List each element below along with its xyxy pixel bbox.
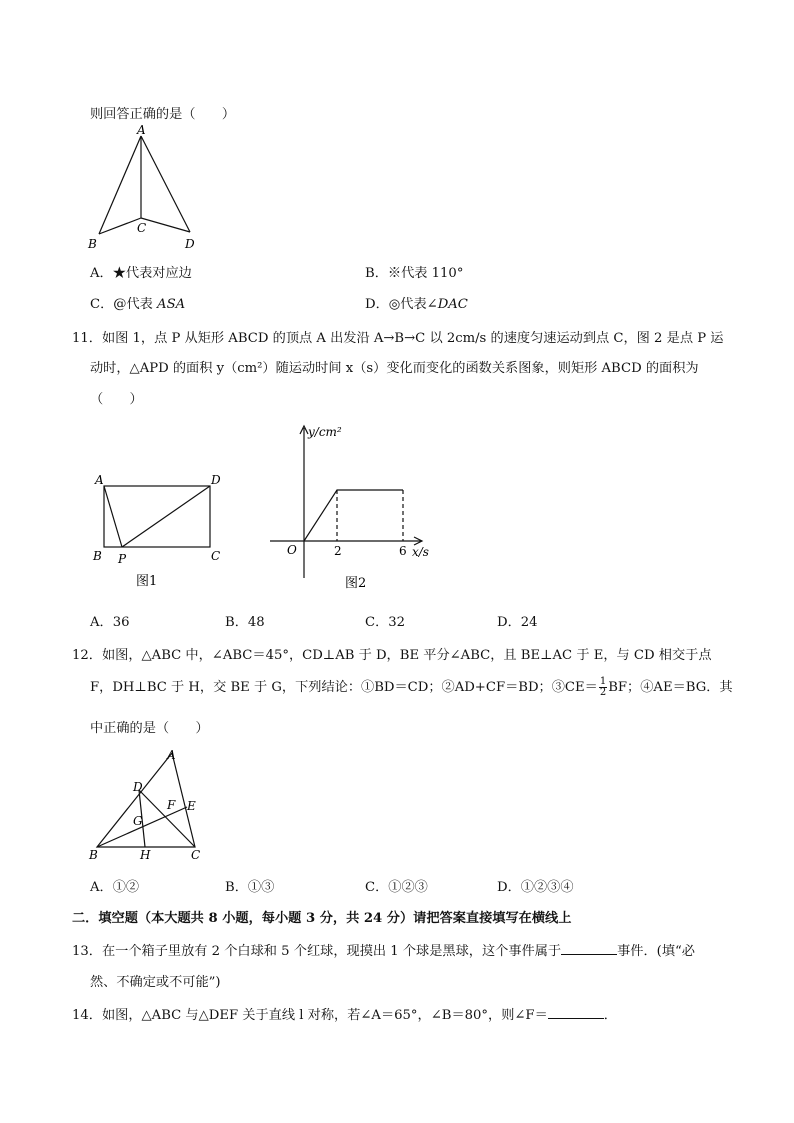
q11-option-b[interactable]: B．48 xyxy=(225,615,265,630)
q12-figure xyxy=(85,745,215,865)
q10-label-d: D xyxy=(185,237,195,251)
q12-option-c[interactable]: C．①②③ xyxy=(365,880,428,895)
q12-label-e: E xyxy=(187,799,196,813)
q11-figure-2 xyxy=(262,418,442,598)
q10-figure xyxy=(85,122,205,254)
q11-origin-label: O xyxy=(287,543,297,557)
q10-line-cd xyxy=(141,218,190,232)
q11-figure-1 xyxy=(88,468,228,593)
q11-option-a[interactable]: A．36 xyxy=(90,615,130,630)
q10-label-a: A xyxy=(137,123,146,137)
q12-line-3: 中正确的是（ ） xyxy=(90,721,209,736)
q11-tick-2: 2 xyxy=(334,544,342,558)
q10-label-b: B xyxy=(88,237,97,251)
q11-fig1-label-b: B xyxy=(93,549,102,563)
q10-prompt: 则回答正确的是（ ） xyxy=(90,107,236,122)
q12-triangle-abc xyxy=(97,753,195,847)
q12-label-d: D xyxy=(133,780,143,794)
q11-x-label: x/s xyxy=(412,545,429,559)
q11-function-graph xyxy=(304,490,403,541)
q12-label-a: A xyxy=(167,748,176,762)
q11-fig1-label-d: D xyxy=(211,473,221,487)
q13-answer-blank[interactable] xyxy=(561,942,617,955)
q11-fig1-caption: 图1 xyxy=(136,574,158,589)
q11-y-label: y/cm² xyxy=(308,425,342,439)
q10-option-a[interactable]: A．★代表对应边 xyxy=(90,266,192,281)
q12-option-b[interactable]: B．①③ xyxy=(225,880,275,895)
q10-option-c[interactable]: C．@代表 ASA xyxy=(90,297,186,312)
q11-line-2: 动时，△APD 的面积 y（cm²）随运动时间 x（s）变化而变化的函数关系图象，则矩形 ABCD 的面积为 xyxy=(90,361,699,376)
q13-line-2: 然、不确定或不可能”) xyxy=(90,975,221,990)
q11-fig1-label-p: P xyxy=(118,552,127,566)
q11-option-c[interactable]: C．32 xyxy=(365,615,406,630)
q12-fraction-half: $\frac{1}{2}$ xyxy=(599,676,607,698)
q11-tick-6: 6 xyxy=(399,544,407,558)
q11-fig1-label-c: C xyxy=(211,549,221,563)
q11-line-3: （ ） xyxy=(90,392,143,407)
q10-option-d[interactable]: D．◎代表∠DAC xyxy=(365,297,468,312)
q12-line-2: F，DH⊥BC 于 H，交 BE 于 G，下列结论：①BD＝CD；②AD+CF＝BD；③CE＝ $\frac{1}{2}$ BF；④AE＝BG．其 xyxy=(90,676,733,698)
q14-answer-blank[interactable] xyxy=(548,1006,604,1019)
section-2-heading: 二．填空题（本大题共 8 小题，每小题 3 分，共 24 分）请把答案直接填写在横线上 xyxy=(72,911,572,926)
q11-fig1-label-a: A xyxy=(95,473,104,487)
q10-line-ab xyxy=(99,136,141,234)
q11-line-ap xyxy=(104,486,122,547)
q11-line-pd xyxy=(122,486,210,547)
q12-label-g: G xyxy=(133,814,143,828)
q14-line: 14．如图，△ABC 与△DEF 关于直线 l 对称，若∠A＝65°，∠B＝80°，则∠F＝ ． xyxy=(72,1008,617,1023)
q11-line-1: 11．如图 1，点 P 从矩形 ABCD 的顶点 A 出发沿 A→B→C 以 2cm/s 的速度匀速运动到点 C，图 2 是点 P 运 xyxy=(72,331,724,346)
q10-label-c: C xyxy=(137,221,147,235)
q12-label-h: H xyxy=(140,848,151,862)
q12-option-d[interactable]: D．①②③④ xyxy=(497,880,574,895)
q10-option-b[interactable]: B．※代表 110° xyxy=(365,266,464,281)
q12-label-f: F xyxy=(167,798,176,812)
q13-line-1: 13．在一个箱子里放有 2 个白球和 5 个红球，现摸出 1 个球是黑球，这个事件属于 事件．(填“必 xyxy=(72,944,695,959)
q12-label-b: B xyxy=(89,848,98,862)
q11-option-d[interactable]: D．24 xyxy=(497,615,538,630)
q12-option-a[interactable]: A．①② xyxy=(90,880,140,895)
q11-fig2-caption: 图2 xyxy=(345,576,367,591)
q10-line-ad xyxy=(141,136,190,232)
q12-label-c: C xyxy=(191,848,201,862)
q12-line-1: 12．如图，△ABC 中，∠ABC＝45°，CD⊥AB 于 D，BE 平分∠ABC，且 BE⊥AC 于 E，与 CD 相交于点 xyxy=(72,648,712,663)
